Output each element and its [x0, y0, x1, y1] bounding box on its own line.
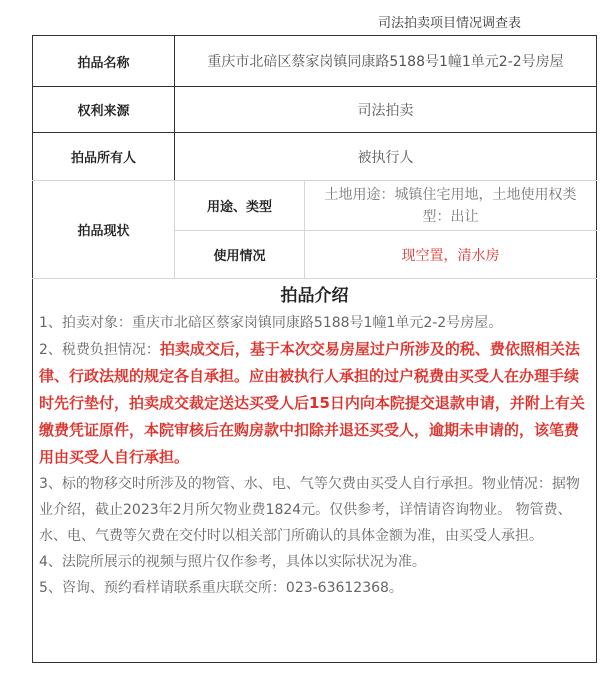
usage-label: 用途、类型 — [206, 200, 272, 215]
intro-title: 拍品介绍 — [280, 286, 349, 306]
use-condition-value: 现空置，清水房 — [401, 247, 500, 264]
intro-item-2-emphasis: 拍卖成交后，基于本次交易房屋过户所涉及的税、费依照相关法律、行政法规的规定各自承担。应由被执行人承担的过户税费由买受人在办理手续时先行垫付，拍卖成交裁定送达买受人后15日内向本院提交退款申请，并附上有关缴费凭证原件，本院审核后在购房款中扣除并退还买受人，逾期未申请的，该笔费用由买受人自行承担。 — [39, 340, 585, 466]
intro-item-3: 3、标的物移交时所涉及的物管、水、电、气等欠费由买受人自行承担。物业情况：据物业介绍，截止2023年2月所欠物业费1824元。仅供参考，详情请咨询物业。 物管费、水、电、气费等欠费在交付时以相关部门所确认的具体金额为准，由买受人承担。 — [39, 476, 580, 544]
intro-item-1: 1、拍卖对象：重庆市北碚区蔡家岗镇同康路5188号1幢1单元2-2号房屋。 — [39, 315, 503, 331]
intro-item-4: 4、法院所展示的视频与照片仅作参考，具体以实际状况为准。 — [39, 554, 426, 570]
rights-source-value: 司法拍卖 — [357, 102, 414, 119]
owner-label: 拍品所有人 — [70, 151, 136, 166]
row-divider — [32, 278, 597, 279]
use-condition-label: 使用情况 — [213, 249, 266, 264]
intro-item-2-prefix: 2、税费负担情况： — [39, 342, 160, 358]
intro-body — [39, 310, 591, 601]
rights-source-label: 权利来源 — [77, 104, 130, 119]
status-label: 拍品现状 — [77, 224, 130, 239]
item-name-label: 拍品名称 — [77, 55, 130, 71]
intro-item-2 — [39, 336, 591, 471]
document-title: 司法拍卖项目情况调查表 — [378, 16, 522, 31]
intro-item-5: 5、咨询、预约看样请联系重庆联交所：023-63612368。 — [39, 580, 403, 596]
item-name-value: 重庆市北碚区蔡家岗镇同康路5188号1幢1单元2-2号房屋 — [207, 54, 564, 70]
usage-value: 土地用途：城镇住宅用地，土地使用权类型：出让 — [324, 186, 577, 225]
owner-value: 被执行人 — [357, 149, 414, 166]
